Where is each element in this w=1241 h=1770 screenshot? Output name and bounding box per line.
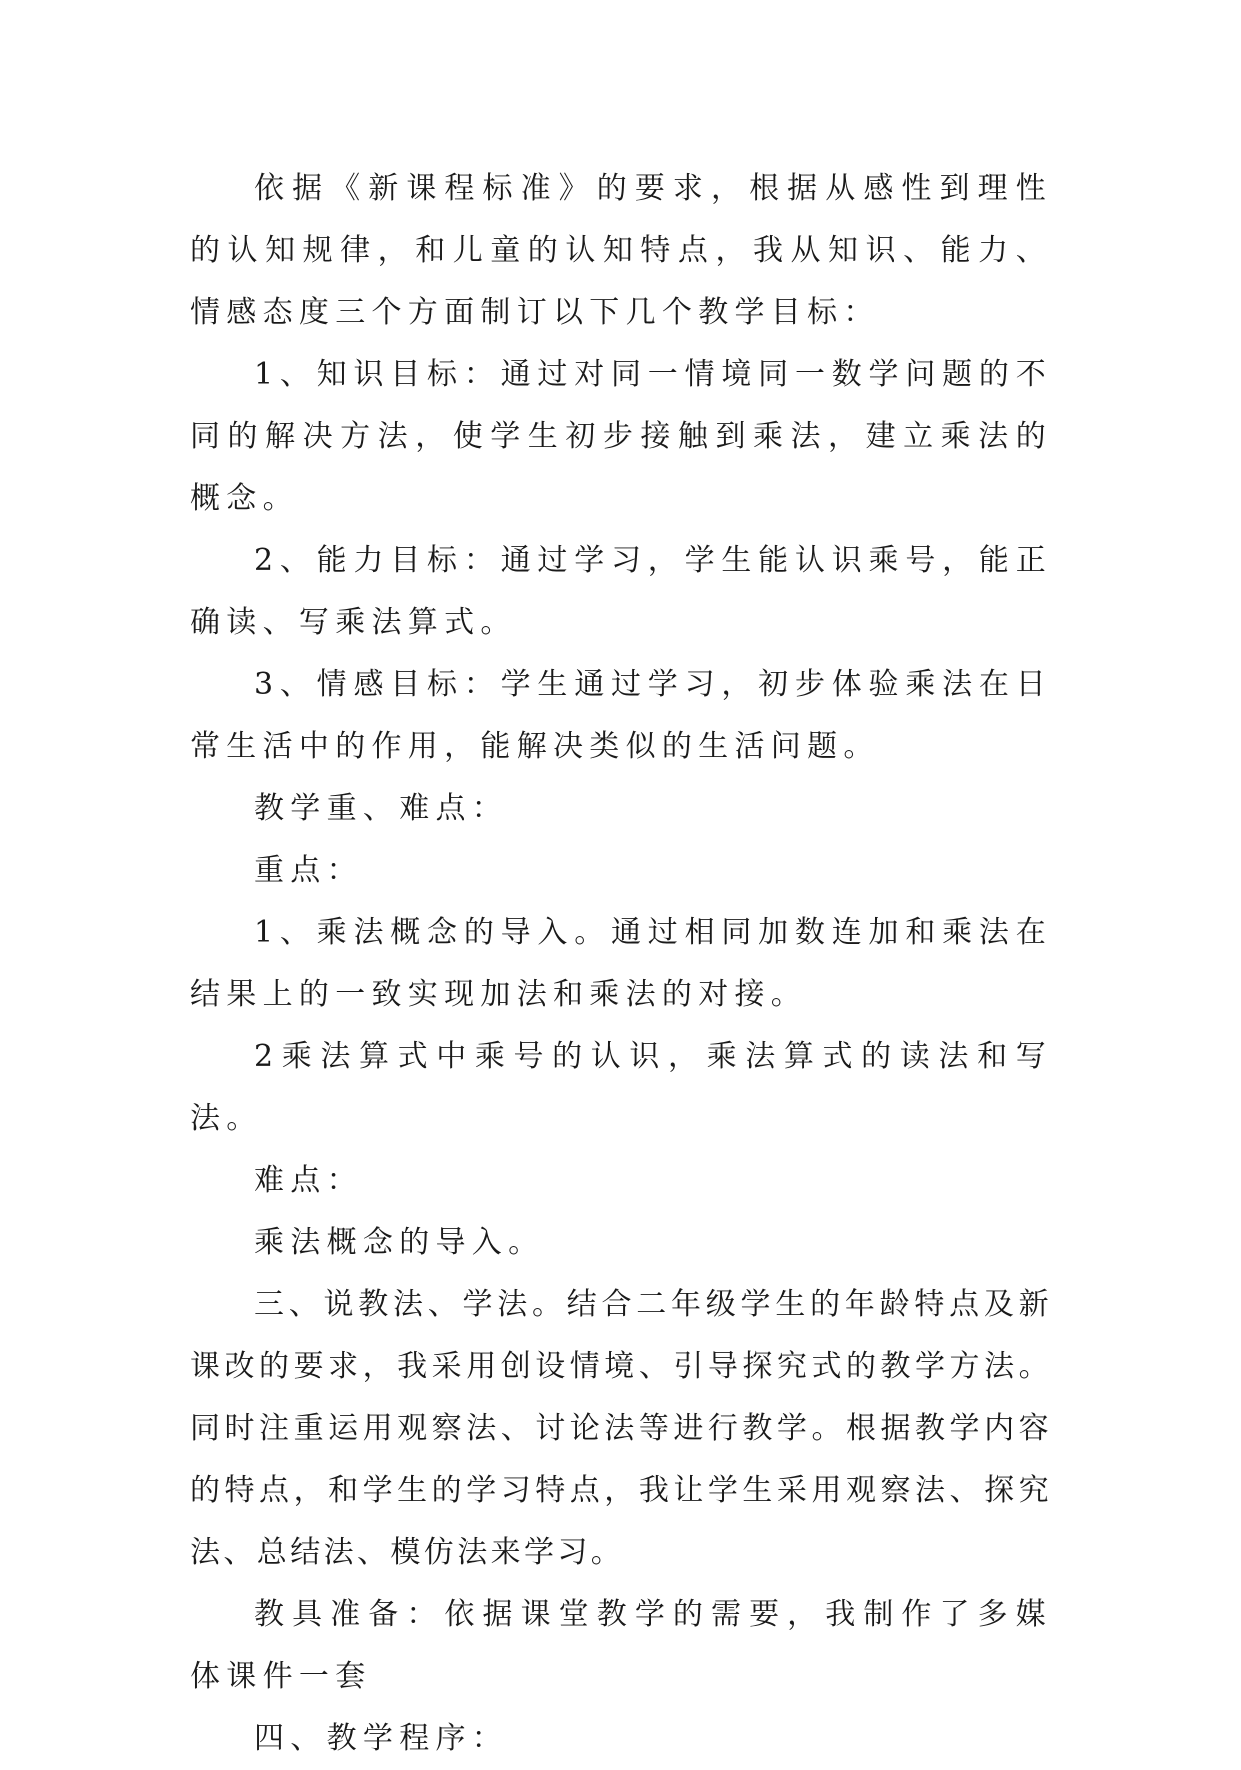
- document-body: [190, 158, 1052, 1770]
- paragraph-teaching-methods: 三、说教法、学法。结合二年级学生的年龄特点及新课改的要求，我采用创设情境、引导探究式的教学方法。同时注重运用观察法、讨论法等进行教学。根据教学内容的特点，和学生的学习特点，我让学生采用观察法、探究法、总结法、模仿法来学习。: [190, 1287, 1052, 1570]
- paragraph-key-difficult-heading: 教学重、难点：: [254, 791, 509, 826]
- paragraph-difficult-heading: 难点：: [254, 1163, 363, 1198]
- paragraph-difficult-point: 乘法概念的导入。: [254, 1225, 545, 1260]
- paragraph-teaching-aids: 教具准备：依据课堂教学的需要，我制作了多媒体课件一套: [190, 1597, 1052, 1694]
- paragraph-procedure-heading: 四、教学程序：: [254, 1721, 509, 1756]
- paragraph-emotion-goal: 3、情感目标：学生通过学习，初步体验乘法在日常生活中的作用，能解决类似的生活问题。: [190, 667, 1052, 764]
- paragraph-key-point-1: 1、乘法概念的导入。通过相同加数连加和乘法在结果上的一致实现加法和乘法的对接。: [190, 915, 1052, 1012]
- paragraph-intro: 依据《新课程标准》的要求，根据从感性到理性的认知规律，和儿童的认知特点，我从知识、能力、情感态度三个方面制订以下几个教学目标：: [190, 171, 1052, 330]
- paragraph-ability-goal: 2、能力目标：通过学习，学生能认识乘号，能正确读、写乘法算式。: [190, 543, 1052, 640]
- paragraph-knowledge-goal: 1、知识目标：通过对同一情境同一数学问题的不同的解决方法，使学生初步接触到乘法，建立乘法的概念。: [190, 357, 1052, 516]
- paragraph-key-points-heading: 重点：: [254, 853, 363, 888]
- paragraph-key-point-2: 2乘法算式中乘号的认识，乘法算式的读法和写法。: [190, 1039, 1052, 1136]
